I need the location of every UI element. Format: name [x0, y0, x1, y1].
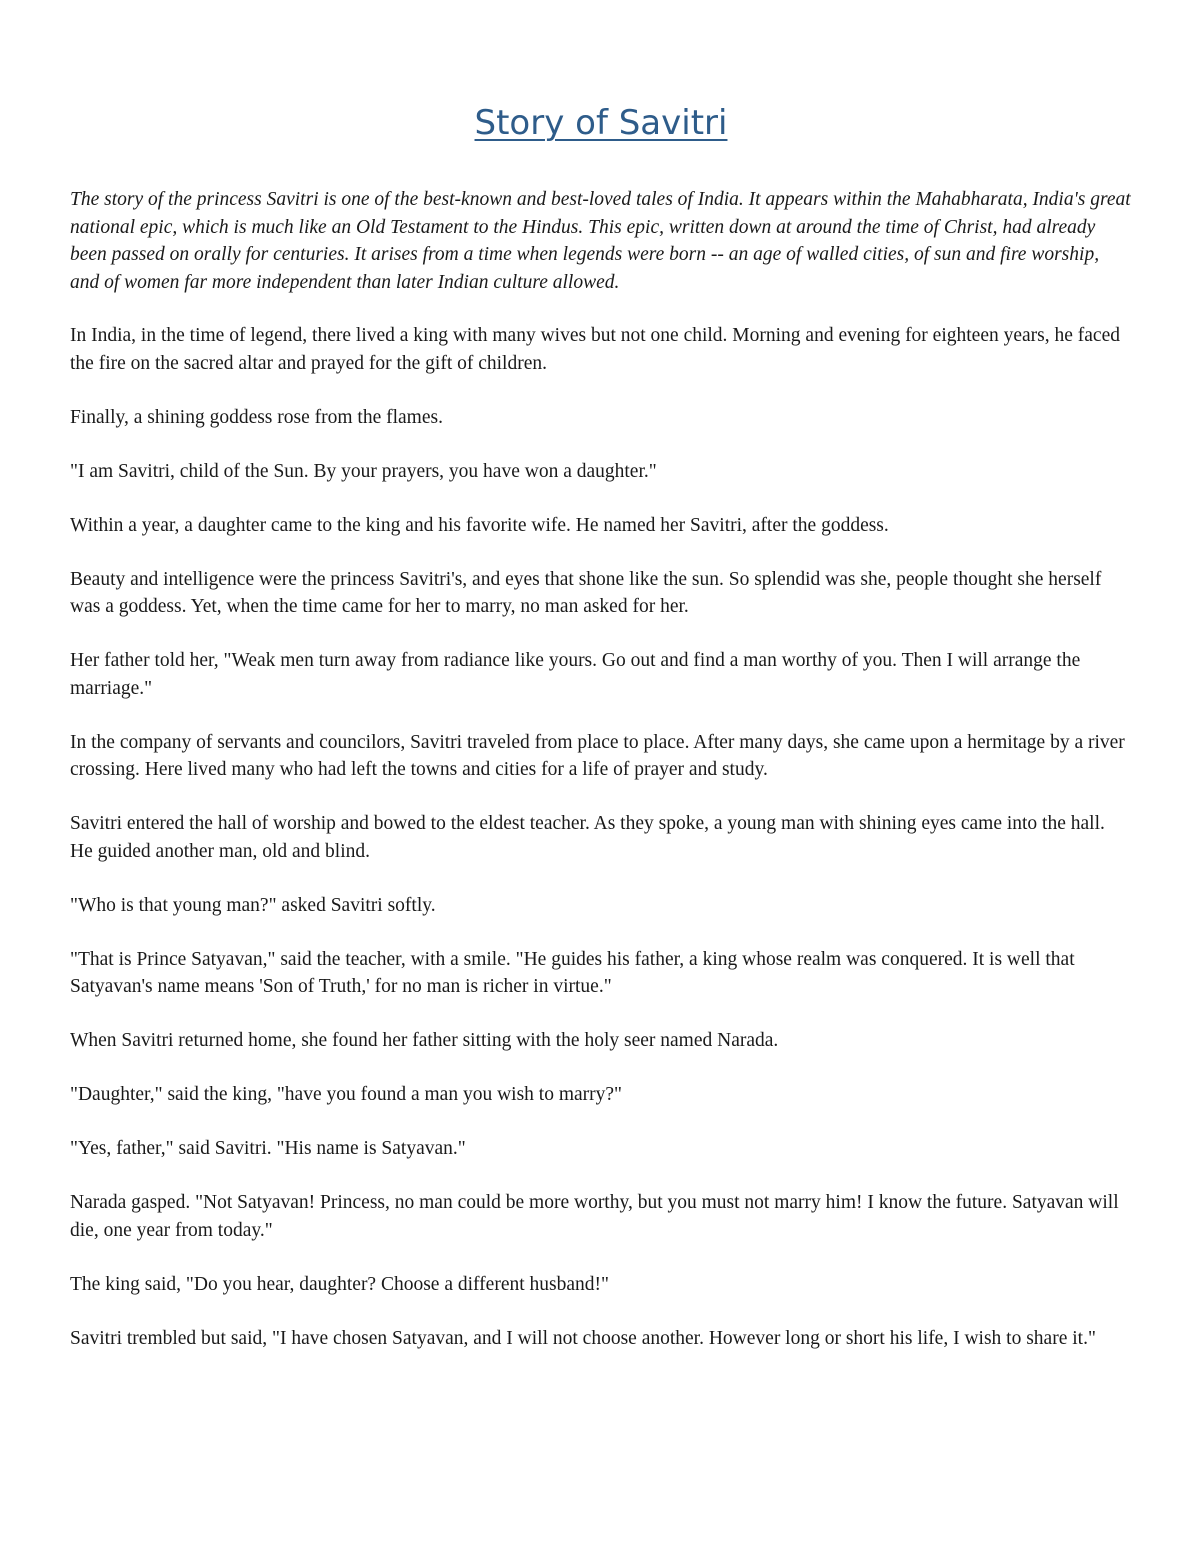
body-paragraph: "Daughter," said the king, "have you found a man you wish to marry?": [70, 1084, 623, 1105]
body-paragraph: In the company of servants and councilors, Savitri traveled from place to place. After many days, she came upon a hermitage by a river crossing. Here lived many who had left the towns and cities for a life of prayer and study.: [70, 731, 1125, 780]
intro-paragraph: The story of the princess Savitri is one of the best-known and best-loved tales of India. It appears within the Mahabharata, India's great national epic, which is much like an Old Testament to the Hindus. This epic, written down at around the time of Christ, had already been passed on orally for centuries. It arises from a time when legends were born -- an age of walled cities, of sun and fire worship, and of women far more independent than later Indian culture allowed.: [70, 189, 1131, 293]
body-paragraph: "Who is that young man?" asked Savitri softly.: [70, 894, 436, 916]
body-paragraph: Her father told her, "Weak men turn away from radiance like yours. Go out and find a man worthy of you. Then I will arrange the marriage.": [70, 650, 1081, 699]
body-paragraph: The king said, "Do you hear, daughter? Choose a different husband!": [70, 1273, 609, 1295]
page-title: Story of Savitri: [474, 103, 728, 143]
body-paragraph: "Yes, father," said Savitri. "His name is Satyavan.": [70, 1138, 466, 1159]
body-paragraph: Within a year, a daughter came to the king and his favorite wife. He named her Savitri, after the goddess.: [70, 514, 889, 536]
body-paragraph: Savitri entered the hall of worship and bowed to the eldest teacher. As they spoke, a young man with shining eyes came into the hall. He guided another man, old and blind.: [70, 813, 1105, 862]
body-paragraph: When Savitri returned home, she found her father sitting with the holy seer named Narada.: [70, 1030, 779, 1051]
body-paragraph: Finally, a shining goddess rose from the flames.: [70, 406, 443, 428]
body-paragraph: Beauty and intelligence were the princess Savitri's, and eyes that shone like the sun. So splendid was she, people thought she herself was a goddess. Yet, when the time came for her to marry, no man asked for her.: [70, 568, 1102, 617]
body-paragraph: "That is Prince Satyavan," said the teacher, with a smile. "He guides his father, a king whose realm was conquered. It is well that Satyavan's name means 'Son of Truth,' for no man is richer in virtue.": [70, 948, 1075, 997]
document-page: [70, 100, 1132, 1379]
body-paragraph: Savitri trembled but said, "I have chosen Satyavan, and I will not choose another. However long or short his life, I wish to share it.": [70, 1327, 1096, 1349]
body-paragraph: In India, in the time of legend, there lived a king with many wives but not one child. Morning and evening for eighteen years, he faced the fire on the sacred altar and prayed for the gift of children.: [70, 325, 1120, 374]
body-paragraph: "I am Savitri, child of the Sun. By your prayers, you have won a daughter.": [70, 460, 657, 482]
body-paragraph: Narada gasped. "Not Satyavan! Princess, no man could be more worthy, but you must not marry him! I know the future. Satyavan will die, one year from today.": [70, 1192, 1119, 1241]
